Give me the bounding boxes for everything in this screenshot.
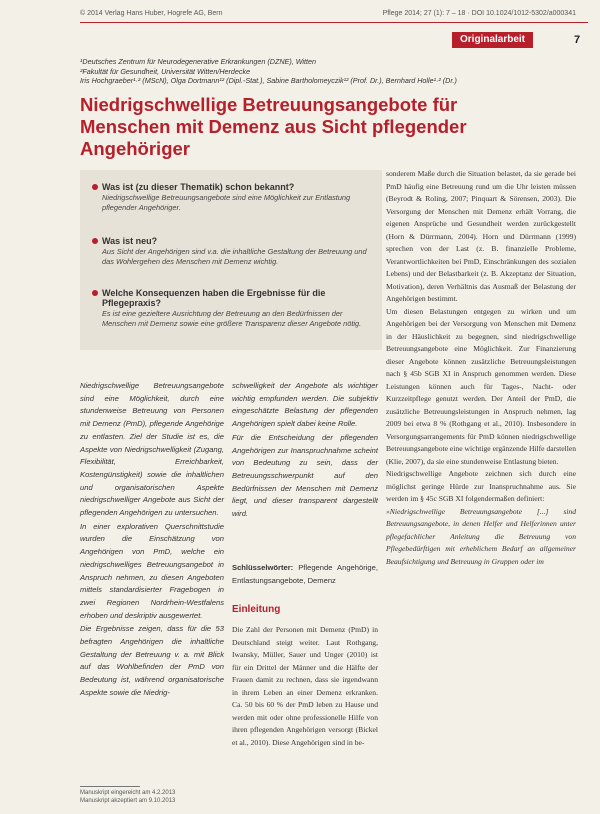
abstract-paragraph: Für die Entscheidung der pflegenden Angehörigen zur Inanspruchnahme scheint von Bedeutung zu sein, dass der Betreuungsschwerpunkt auf den Bedürfnissen der Menschen mit Demenz liegt, und dieser transparent dargestellt wird. [232,432,378,519]
article-title: Niedrigschwellige Betreuungsangebote für Menschen mit Demenz aus Sicht pflegender Angehöriger [80,94,467,159]
key-points-box [80,170,382,350]
footnote-rule [80,786,140,787]
section-badge: Originalarbeit [452,32,533,48]
abstract-column-2 [232,380,378,522]
key-point [92,236,377,267]
affiliations [80,57,580,86]
body-paragraph: sonderem Maße durch die Situation belastet, da sie gerade bei PmD häufig eine Betreuung rund um die Uhr leisten müssen (Beyrodt & Roling, 2007; Pinquart & Sörensen, 2003). Die Versorgung der Menschen mit Demenz erhält Vorrang, die eigenen Ansprüche und Gesundheit werden zurückgestellt (Horn & Dürrmann, 2004). Horn und Dürrmann (1999) sprechen von der Last (z. B. finanzielle Probleme, Verantwortlichkeiten bei PmD, Einschränkungen des sozialen Lebens) und der Belastbarkeit (z. B. Akzeptanz der Situation, Motivation), deren Verhältnis das Ausmaß der Belastung der Angehörigen bestimmt. [386,169,576,303]
keywords [232,562,378,587]
abstract-paragraph: Niedrigschwellige Betreuungsangebote sind eine Möglichkeit, durch eine stundenweise Betreuung von Personen mit Demenz (PmD), pflegende Angehörige zu entlasten. Ziel der Studie ist es, die Aspekte von Niedrigschwelligkeit (Zugang, Flexibilität, Erreichbarkeit, Kostengünstigkeit) sowie die inhaltlichen und organisatorischen Aspekte niedrigschwelliger Angebote aus Sicht der pflegenden Angehörigen zu untersuchen. [80,381,224,518]
key-point-answer: Es ist eine gezieltere Ausrichtung der Betreuung an den Bedürfnissen der Menschen mit Demenz sowie eine größere Transparenz dieser Angebote nötig. [102,309,362,328]
key-point-question: Welche Konsequenzen haben die Ergebnisse für die Pflegepraxis? [102,288,326,308]
key-point [92,288,377,329]
footnote-line: Manuskript akzeptiert am 9.10.2013 [80,797,176,804]
footnote-line: Manuskript eingereicht am 4.2.2013 [80,790,176,796]
body-paragraph: Um diesen Belastungen entgegen zu wirken und um Angehörigen bei der Versorgung von Menschen mit Demenz in der Häuslichkeit zu begegnen, sind niedrigschwellige Betreuungsangebote eine Möglichkeit. Zur Finanzierung dieser Angebote können zusätzliche Betreuungsleistungen nach § 45b SGB XI in Anspruch genommen werden. Diese Leistungen können auch für Tages-, Nacht- oder Kurzzeitpflege genutzt werden. Der Anteil der PmD, die zusätzliche Betreuungsleistungen in Anspruch nehmen, lag 2009 bei etwa 8 % (Rothgang et al., 2010). Insbesondere in Versorgungsarrangements für PmD können niedrigschwellige Betreuungsangebote eine wichtige ergänzende Hilfe darstellen (Klie, 2007), da sie eine stundenweise Entlastung bieten. [386,306,576,466]
affiliation-line: ¹Deutsches Zentrum für Neurodegenerative Erkrankungen (DZNE), Witten [80,57,317,66]
abstract-paragraph: Die Ergebnisse zeigen, dass für die 53 befragten Angehörigen die inhaltliche Gestaltung der Betreuung v. a. mit Blick auf das Wohlbefinden der PmD von Bedeutung ist, während organisatorische Aspekte sowie die Niedrig- [80,624,224,697]
key-point-answer: Aus Sicht der Angehörigen sind v.a. die inhaltliche Gestaltung der Betreuung und das Wohlergehen des Menschen mit Demenz wichtig. [102,247,367,266]
abstract-column-1 [80,380,224,701]
publisher-line: © 2014 Verlag Hans Huber, Hogrefe AG, Bern [80,10,223,17]
key-point-question: Was ist neu? [102,236,158,246]
body-paragraph: Die Zahl der Personen mit Demenz (PmD) in Deutschland steigt weiter. Laut Rothgang, Iwansky, Müller, Sauer und Unger (2010) ist für ein Drittel der Männer und die Hälfte der Frauen damit zu rechnen, dass sie irgendwann in ihrem Leben an einer Demenz erkranken. Ca. 50 bis 60 % der PmD leben zu Hause und werden mit oder ohne professionelle Hilfe von ihren pflegenden Angehörigen versorgt (Bickel et al., 2010). Diese Angehörigen sind in be- [232,625,378,747]
key-point-question: Was ist (zu dieser Thematik) schon bekannt? [102,182,295,192]
authors-line: Iris Hochgraeber¹·² (MScN), Olga Dortmann¹² (Dipl.-Stat.), Sabine Bartholomeyczik¹² (Prof. Dr.), Bernhard Holle¹·² (Dr.) [80,76,457,85]
header-rule [80,22,588,23]
abstract-paragraph: In einer explorativen Querschnittstudie wurden die Einschätzung von Angehörigen von PmD, welche ein niedrigschwelliges Betreuungsangebot in Anspruch nehmen, zu diesen Angeboten mittels standardisierter Fragebogen in zwei Regionen Nordrhein-Westfalens erhoben und deskriptiv ausgewertet. [80,521,224,620]
keywords-text: Pflegende Angehörige, Entlastungsangebote, Demenz [232,563,378,585]
key-point [92,182,377,213]
footnotes [80,790,240,805]
bullet-icon [92,238,98,244]
body-column-3 [386,168,576,568]
page-number: 7 [574,34,581,46]
bullet-icon [92,184,98,190]
body-paragraph: Niedrigschwellige Angebote zeichnen sich durch eine möglichst geringe Hürde zur Inanspruchnahme aus. Sie werden im § 45c SGB XI folgendermaßen definiert: [386,469,576,503]
affiliation-line: ²Fakultät für Gesundheit, Universität Witten/Herdecke [80,66,251,76]
citation-line: Pflege 2014; 27 (1): 7 – 18 · DOI 10.1024/1012-5302/a000341 [382,10,576,17]
section-heading: Einleitung [232,604,281,615]
abstract-paragraph: schwelligkeit der Angebote als wichtiger wichtig empfunden werden. Die subjektiv eingeschätzte Belastung der pflegenden Angehörigen spielt dabei keine Rolle. [232,381,378,429]
keywords-label: Schlüsselwörter: [232,563,294,572]
legal-quote: »Niedrigschwellige Betreuungsangebote [...] sind Betreuungsangebote, in denen Helfer und Helferinnen unter pflegefachlicher Anleitung die Betreuung von Pflegebedürftigen mit erheblichem Bedarf an allgemeiner Beaufsichtigung und Betreuung in Gruppen oder im [386,506,576,566]
intro-column-2 [232,624,378,749]
running-header [80,10,580,22]
bullet-icon [92,290,98,296]
key-point-answer: Niedrigschwellige Betreuungsangebote sind eine Möglichkeit zur Entlastung pflegender Angehöriger. [102,193,351,212]
